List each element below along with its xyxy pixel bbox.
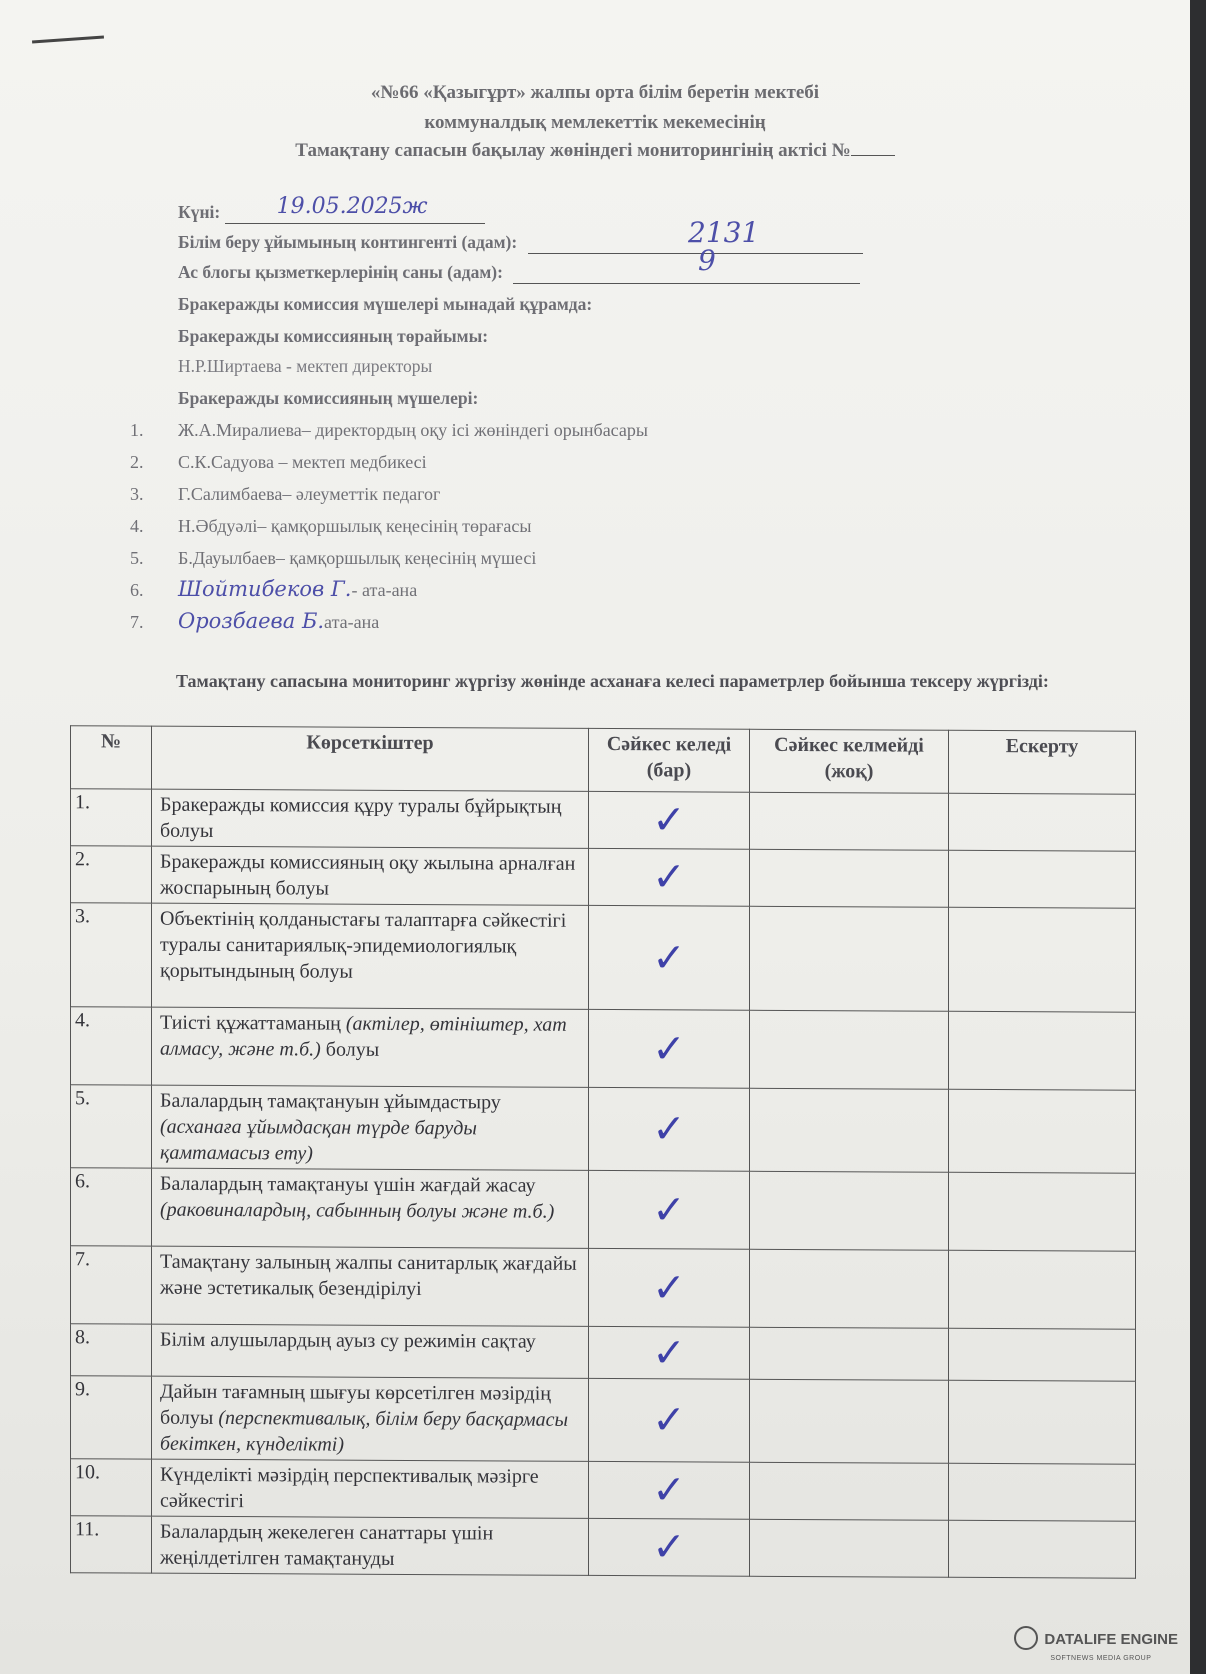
date-label: Күні:: [178, 202, 221, 222]
table-row: [71, 789, 1136, 852]
indicator-text: Бракеражды комиссияның оқу жылына арналған жоспарының болуы: [160, 850, 576, 900]
handwritten-signature: Шойтибеков Г.: [178, 577, 352, 601]
indicator-note: (асханаға ұйымдасқан түрде баруды қамтамасыз ету): [160, 1115, 477, 1165]
row-note-cell: [949, 1172, 1136, 1251]
members-list: [130, 413, 648, 637]
row-note-cell: [949, 1089, 1136, 1173]
table-row: [71, 846, 1136, 909]
row-nomatch-cell: [750, 1462, 949, 1520]
indicator-note: (перспективалық, білім беру басқармасы бекіткен, күнделікті): [160, 1406, 569, 1456]
col-header-match: Сәйкес келеді (бар): [589, 728, 750, 792]
row-nomatch-cell: [750, 1088, 949, 1172]
row-indicator: [152, 1246, 589, 1326]
indicator-text: Объектінің қолданыстағы талаптарға сәйкестігі туралы санитариялық-эпидемиологиялық қорытындының болуы: [160, 907, 567, 983]
table-row: [71, 1459, 1136, 1522]
row-number: 2.: [71, 846, 152, 903]
row-nomatch-cell: [750, 849, 949, 907]
row-note-cell: [949, 1380, 1136, 1464]
member-item: 2. С.К.Садуова – мектеп медбикесі: [130, 452, 427, 472]
check-mark-icon: ✓: [589, 1378, 750, 1462]
check-mark-icon: ✓: [589, 1087, 750, 1171]
row-note-cell: [949, 793, 1136, 851]
row-number: 3.: [71, 903, 152, 1007]
row-indicator: [152, 846, 589, 905]
member-item: 3. Г.Салимбаева– әлеуметтік педагог: [130, 484, 441, 504]
row-nomatch-cell: [750, 906, 949, 1011]
date-value: 19.05.2025ж: [276, 194, 428, 219]
watermark: [1014, 1628, 1178, 1666]
header-act-title: Тамақтану сапасын бақылау жөніндегі мониторингінің актісі №: [0, 140, 1190, 162]
staff-field: [513, 262, 860, 284]
table-row: [71, 1246, 1136, 1330]
indicator-text: Тиісті құжаттаманың: [160, 1011, 346, 1035]
row-indicator: [152, 1324, 589, 1378]
contingent-value: 2131: [688, 216, 760, 249]
table-row: [71, 1168, 1136, 1252]
row-indicator: [152, 1459, 589, 1518]
indicator-text: Дайын тағамның шығуы көрсетілген мәзірдің болуы: [160, 1380, 551, 1429]
members-label: Бракеражды комиссияның мүшелері:: [178, 388, 479, 408]
table-row: [71, 903, 1136, 1013]
row-nomatch-cell: [750, 1010, 949, 1089]
chair-name: Н.Р.Ширтаева - мектеп директоры: [178, 356, 433, 376]
row-number: 11.: [71, 1516, 152, 1573]
check-mark-icon: ✓: [589, 1518, 750, 1576]
row-nomatch-cell: [750, 792, 949, 850]
indicator-text: Балалардың тамақтануы үшін жағдай жасау: [160, 1172, 536, 1197]
row-note-cell: [949, 1328, 1136, 1381]
row-indicator: [152, 1376, 589, 1461]
row-number: 9.: [71, 1376, 152, 1459]
pen-mark: [32, 35, 104, 43]
composition-label: Бракеражды комиссия мүшелері мынадай құрамда:: [178, 294, 593, 314]
col-header-num: №: [71, 726, 152, 789]
staff-label: Ас блогы қызметкерлерінің саны (адам):: [178, 262, 503, 282]
table-row: [71, 1324, 1136, 1382]
row-note-cell: [949, 1520, 1136, 1578]
photo-background-edge: [1190, 0, 1206, 1674]
row-indicator: [152, 789, 589, 848]
contingent-row: [178, 216, 863, 254]
row-indicator: [152, 1085, 589, 1170]
header-school-name: «№66 «Қазыгұрт» жалпы орта білім беретін мектебі: [370, 82, 820, 103]
table-row: [71, 1376, 1136, 1465]
contingent-label: Білім беру ұйымының контингенті (адам):: [178, 232, 518, 252]
inspection-intro: Тамақтану сапасына мониторинг жүргізу жөнінде асханаға келесі параметрлер бойынша тексеру жүргізді:: [176, 671, 1049, 691]
watermark-subtitle: SOFTNEWS MEDIA GROUP: [1050, 1655, 1152, 1662]
row-number: 8.: [71, 1324, 152, 1376]
staff-value: 9: [698, 244, 716, 277]
row-indicator: [152, 903, 589, 1009]
member-item: 7. Орозбаева Б.ата-ана: [130, 609, 380, 633]
check-mark-icon: ✓: [589, 791, 750, 849]
check-mark-icon: ✓: [589, 905, 750, 1010]
row-number: 5.: [71, 1085, 152, 1168]
handwritten-signature: Орозбаева Б.: [178, 609, 325, 633]
row-nomatch-cell: [750, 1249, 949, 1328]
row-number: 4.: [71, 1007, 152, 1085]
member-item: 1. Ж.А.Миралиева– директордың оқу ісі жөніндегі орынбасары: [130, 420, 648, 440]
row-note-cell: [949, 907, 1136, 1012]
chair-label: Бракеражды комиссияның төрайымы:: [178, 326, 489, 346]
row-nomatch-cell: [750, 1327, 949, 1380]
date-row: [178, 194, 485, 224]
col-header-note: Ескерту: [949, 730, 1136, 794]
table-row: [71, 1516, 1136, 1579]
col-header-indicator: Көрсеткіштер: [152, 726, 589, 791]
row-note-cell: [949, 1250, 1136, 1329]
indicator-tail: болуы: [320, 1038, 380, 1061]
check-mark-icon: ✓: [589, 1461, 750, 1519]
staff-row: [178, 244, 860, 284]
inspection-table: [70, 725, 1136, 1579]
indicator-note: (раковиналардың, сабынның болуы және т.б.): [160, 1198, 555, 1223]
member-item: 6. Шойтибеков Г.- ата-ана: [130, 577, 418, 601]
indicator-text: Білім алушылардың ауыз су режимін сақтау: [160, 1328, 536, 1353]
watermark-title: DATALIFE ENGINE: [1044, 1630, 1178, 1648]
check-mark-icon: ✓: [589, 1248, 750, 1327]
indicator-text: Балалардың жекелеген санаттары үшін жеңілдетілген тамақтануды: [160, 1520, 494, 1570]
row-note-cell: [949, 1463, 1136, 1521]
member-item: 4. Н.Әбдуәлі– қамқоршылық кеңесінің төрағасы: [130, 516, 532, 536]
indicator-text: Күнделікті мәзірдің перспективалық мәзірге сәйкестігі: [160, 1463, 539, 1513]
row-number: 1.: [71, 789, 152, 846]
row-nomatch-cell: [750, 1519, 949, 1577]
row-note-cell: [949, 850, 1136, 908]
row-indicator: [152, 1516, 589, 1575]
indicator-text: Тамақтану залының жалпы санитарлық жағдайы және эстетикалық безендірілуі: [160, 1250, 577, 1301]
row-indicator: [152, 1168, 589, 1248]
date-field: [225, 194, 485, 224]
row-number: 7.: [71, 1246, 152, 1324]
col-header-nomatch: Сәйкес келмейді (жоқ): [750, 729, 949, 793]
row-nomatch-cell: [750, 1379, 949, 1463]
table-row: [71, 1007, 1136, 1091]
datalife-logo-icon: [1014, 1626, 1038, 1650]
check-mark-icon: ✓: [589, 848, 750, 906]
table-row: [71, 1085, 1136, 1174]
row-number: 10.: [71, 1459, 152, 1516]
row-number: 6.: [71, 1168, 152, 1246]
check-mark-icon: ✓: [589, 1009, 750, 1088]
indicator-text: Бракеражды комиссия құру туралы бұйрықтың болуы: [160, 793, 562, 842]
check-mark-icon: ✓: [589, 1170, 750, 1249]
table-header-row: [71, 726, 1136, 795]
header-institution-type: коммуналдық мемлекеттік мекемесінің: [424, 112, 766, 133]
check-mark-icon: ✓: [589, 1326, 750, 1379]
row-indicator: [152, 1007, 589, 1087]
member-item: 5. Б.Дауылбаев– қамқоршылық кеңесінің мүшесі: [130, 548, 537, 568]
indicator-text: Балалардың тамақтануын ұйымдастыру: [160, 1089, 501, 1114]
row-note-cell: [949, 1011, 1136, 1090]
indicator-note: (актілер, өтініштер, хат алмасу, және т.б.): [160, 1012, 567, 1061]
row-nomatch-cell: [750, 1171, 949, 1250]
